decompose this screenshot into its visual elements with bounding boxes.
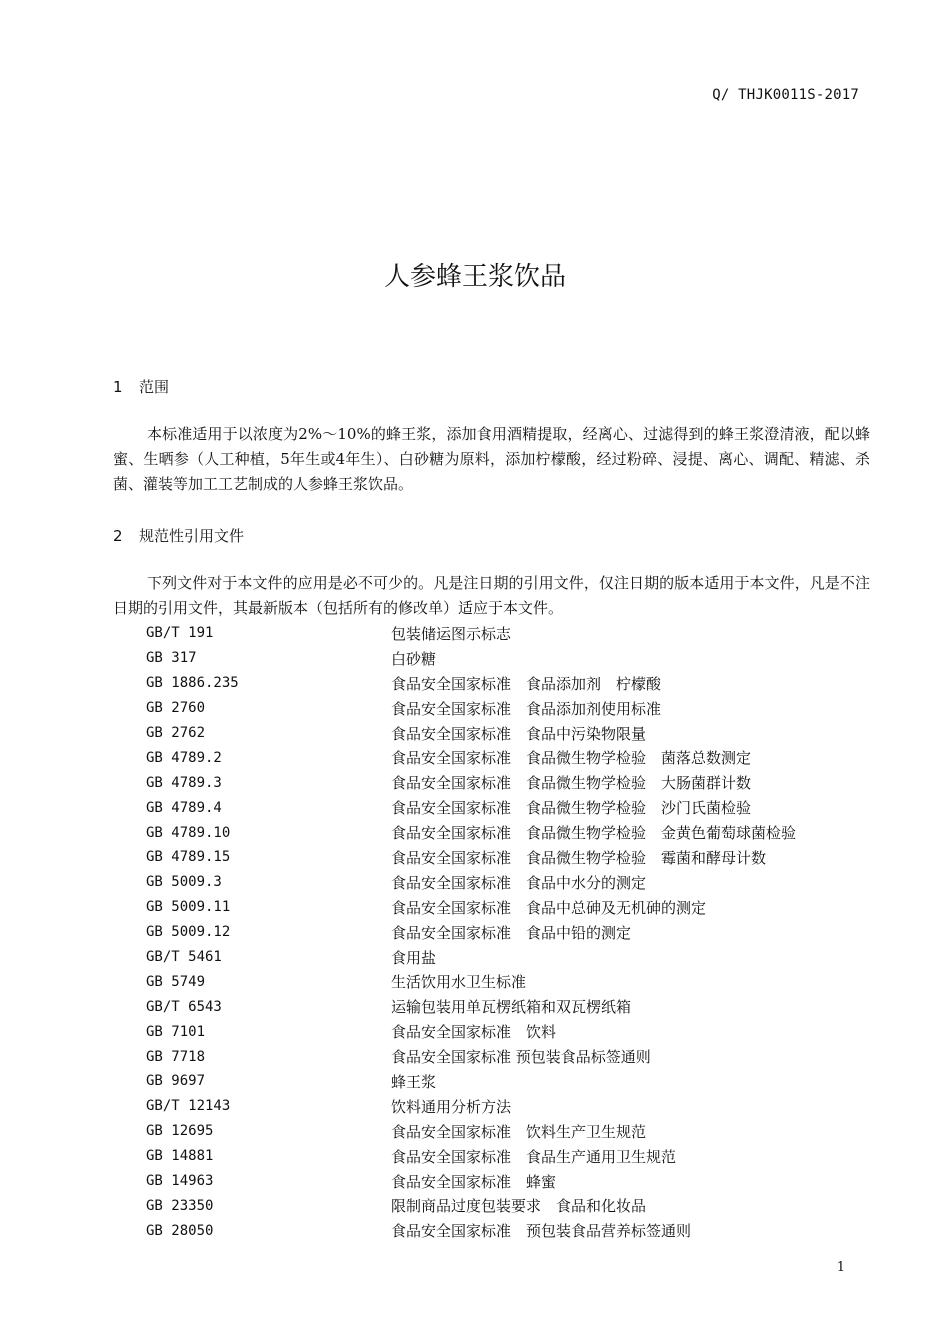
- reference-title: 食品安全国家标准 食品中铅的测定: [391, 923, 632, 942]
- reference-title: 食品安全国家标准 食品添加剂使用标准: [391, 699, 662, 718]
- reference-title: 包装储运图示标志: [391, 624, 512, 643]
- reference-title: 食品安全国家标准 食品微生物学检验 沙门氏菌检验: [391, 799, 752, 818]
- reference-code: GB 5009.12: [146, 924, 231, 941]
- reference-code: GB/T 5461: [146, 949, 222, 966]
- reference-code: GB 4789.2: [146, 749, 222, 766]
- reference-code: GB 2762: [146, 725, 206, 741]
- reference-row: [146, 1094, 866, 1119]
- reference-row: [146, 1218, 866, 1243]
- reference-row: [146, 770, 866, 795]
- section-heading-normative-references: [113, 525, 244, 546]
- reference-row: [146, 870, 866, 895]
- reference-code: GB 317: [146, 650, 197, 667]
- reference-row: [146, 895, 866, 920]
- reference-row: [146, 1169, 866, 1194]
- reference-row: [146, 845, 866, 870]
- reference-row: [146, 795, 866, 820]
- reference-row: [146, 671, 866, 696]
- reference-title: 食用盐: [391, 948, 437, 967]
- reference-row: [146, 994, 866, 1019]
- reference-row: [146, 696, 866, 721]
- section-title: 范围: [139, 378, 170, 396]
- document-code: Q/ THJK0011S-2017: [712, 87, 859, 103]
- reference-title: 食品安全国家标准 食品中水分的测定: [391, 873, 647, 892]
- reference-title: 限制商品过度包装要求 食品和化妆品: [391, 1197, 647, 1216]
- reference-title: 食品安全国家标准 食品中污染物限量: [391, 724, 647, 743]
- reference-code: GB 4789.10: [146, 824, 231, 841]
- reference-title: 食品安全国家标准 饮料生产卫生规范: [391, 1122, 647, 1141]
- reference-row: [146, 820, 866, 845]
- reference-title: 食品安全国家标准 预包装食品营养标签通则: [391, 1222, 692, 1241]
- scope-paragraph: 本标准适用于以浓度为2%～10%的蜂王浆，添加食用酒精提取，经离心、过滤得到的蜂王浆澄清液，配以蜂蜜、生晒参（人工种植，5年生或4年生）、白砂糖为原料，添加柠檬酸，经过粉碎、浸提、离心、调配、精滤、杀菌、灌装等加工工艺制成的人参蜂王浆饮品。: [113, 425, 870, 493]
- reference-code: GB 28050: [146, 1222, 214, 1239]
- reference-code: GB 14881: [146, 1148, 214, 1165]
- reference-row: [146, 1019, 866, 1044]
- references-intro-paragraph: 下列文件对于本文件的应用是必不可少的。凡是注日期的引用文件，仅注日期的版本适用于本文件，凡是不注日期的引用文件，其最新版本（包括所有的修改单）适应于本文件。: [113, 574, 870, 617]
- reference-row: [146, 1144, 866, 1169]
- page-number: 1: [836, 1260, 845, 1275]
- reference-row: [146, 1044, 866, 1069]
- reference-title: 食品安全国家标准 食品生产通用卫生规范: [391, 1147, 677, 1166]
- reference-title: 生活饮用水卫生标准: [391, 973, 527, 992]
- reference-title: 蜂王浆: [391, 1072, 437, 1091]
- reference-code: GB/T 12143: [146, 1098, 231, 1115]
- reference-row: [146, 969, 866, 994]
- reference-row: [146, 945, 866, 970]
- reference-code: GB 23350: [146, 1197, 214, 1214]
- reference-code: GB 12695: [146, 1123, 214, 1140]
- reference-code: GB 4789.3: [146, 774, 222, 791]
- reference-title: 运输包装用单瓦楞纸箱和双瓦楞纸箱: [391, 998, 632, 1017]
- reference-row: [146, 1069, 866, 1094]
- reference-title: 食品安全国家标准 食品微生物学检验 大肠菌群计数: [391, 774, 752, 793]
- reference-code: GB/T 191: [146, 625, 214, 642]
- reference-code: GB 7101: [146, 1023, 206, 1040]
- reference-title: 食品安全国家标准 食品微生物学检验 霉菌和酵母计数: [391, 848, 767, 867]
- reference-code: GB 4789.4: [146, 799, 222, 816]
- reference-title: 食品安全国家标准 食品中总砷及无机砷的测定: [391, 898, 707, 917]
- section-number: 1: [113, 378, 123, 396]
- reference-code: GB 7718: [146, 1048, 206, 1065]
- reference-row: [146, 745, 866, 770]
- reference-row: [146, 646, 866, 671]
- reference-title: 食品安全国家标准 蜂蜜: [391, 1172, 557, 1191]
- section-title: 规范性引用文件: [139, 527, 245, 545]
- reference-code: GB 5009.11: [146, 899, 231, 916]
- section-heading-scope: [113, 376, 169, 397]
- reference-title: 饮料通用分析方法: [391, 1097, 512, 1116]
- reference-code: GB/T 6543: [146, 998, 222, 1015]
- reference-row: [146, 621, 866, 646]
- reference-code: GB 9697: [146, 1073, 206, 1090]
- reference-code: GB 2760: [146, 700, 206, 717]
- reference-list: [146, 621, 866, 1243]
- reference-title: 食品安全国家标准 食品添加剂 柠檬酸: [391, 674, 662, 693]
- reference-title: 食品安全国家标准 食品微生物学检验 菌落总数测定: [391, 749, 752, 768]
- document-title: 人参蜂王浆饮品: [383, 262, 566, 292]
- reference-code: GB 1886.235: [146, 675, 239, 692]
- reference-row: [146, 920, 866, 945]
- reference-code: GB 5749: [146, 973, 206, 990]
- reference-row: [146, 721, 866, 746]
- reference-title: 食品安全国家标准 饮料: [391, 1023, 557, 1042]
- reference-title: 白砂糖: [391, 649, 437, 668]
- reference-code: GB 14963: [146, 1173, 214, 1190]
- reference-row: [146, 1119, 866, 1144]
- reference-title: 食品安全国家标准 预包装食品标签通则: [391, 1048, 651, 1067]
- reference-title: 食品安全国家标准 食品微生物学检验 金黄色葡萄球菌检验: [391, 824, 797, 843]
- section-number: 2: [113, 527, 123, 545]
- reference-code: GB 5009.3: [146, 874, 222, 891]
- reference-code: GB 4789.15: [146, 849, 231, 866]
- reference-row: [146, 1193, 866, 1218]
